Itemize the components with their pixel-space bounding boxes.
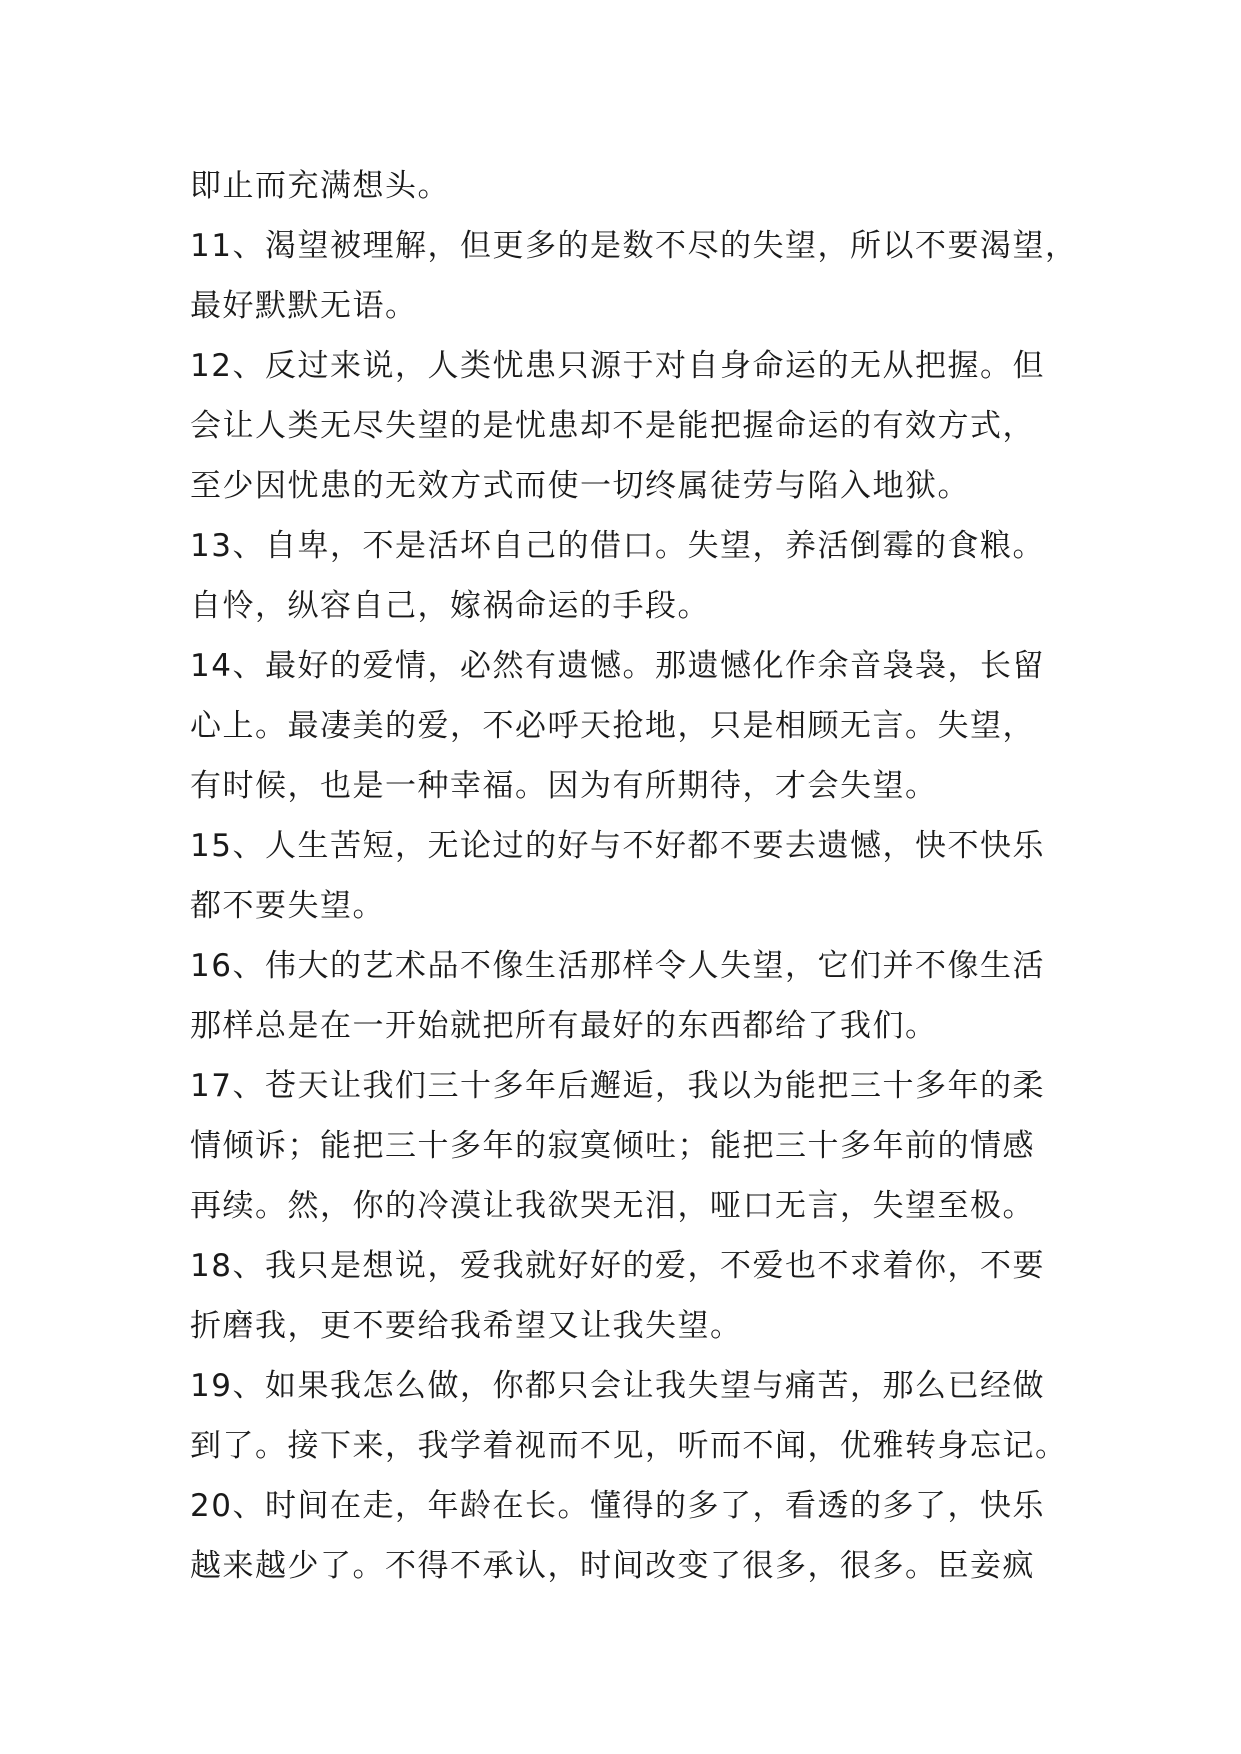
- text-line: 越来越少了。不得不承认，时间改变了很多，很多。臣妾疯: [190, 1548, 1035, 1584]
- text-line: 即止而充满想头。: [190, 168, 450, 204]
- text-line: 有时候，也是一种幸福。因为有所期待，才会失望。: [190, 768, 938, 804]
- text-line: 17、苍天让我们三十多年后邂逅，我以为能把三十多年的柔: [190, 1068, 1045, 1104]
- text-line: 20、时间在走，年龄在长。懂得的多了，看透的多了，快乐: [190, 1488, 1045, 1524]
- text-line: 折磨我，更不要给我希望又让我失望。: [190, 1308, 743, 1344]
- text-line: 都不要失望。: [190, 888, 385, 924]
- text-line: 那样总是在一开始就把所有最好的东西都给了我们。: [190, 1008, 938, 1044]
- text-line: 到了。接下来，我学着视而不见，听而不闻，优雅转身忘记。: [190, 1428, 1068, 1464]
- document-body: [190, 156, 1078, 1596]
- text-line: 11、渴望被理解，但更多的是数不尽的失望，所以不要渴望，: [190, 228, 1078, 264]
- text-line: 14、最好的爱情，必然有遗憾。那遗憾化作余音袅袅，长留: [190, 648, 1045, 684]
- text-line: 会让人类无尽失望的是忧患却不是能把握命运的有效方式，: [190, 408, 1035, 444]
- text-line: 13、自卑，不是活坏自己的借口。失望，养活倒霉的食粮。: [190, 528, 1045, 564]
- text-line: 12、反过来说，人类忧患只源于对自身命运的无从把握。但: [190, 348, 1045, 384]
- text-line: 最好默默无语。: [190, 288, 418, 324]
- text-line: 心上。最凄美的爱，不必呼天抢地，只是相顾无言。失望，: [190, 708, 1035, 744]
- text-line: 19、如果我怎么做，你都只会让我失望与痛苦，那么已经做: [190, 1368, 1045, 1404]
- text-line: 情倾诉；能把三十多年的寂寞倾吐；能把三十多年前的情感: [190, 1128, 1035, 1164]
- text-line: 18、我只是想说，爱我就好好的爱，不爱也不求着你，不要: [190, 1248, 1045, 1284]
- text-line: 自怜，纵容自己，嫁祸命运的手段。: [190, 588, 710, 624]
- text-line: 16、伟大的艺术品不像生活那样令人失望，它们并不像生活: [190, 948, 1045, 984]
- text-line: 至少因忧患的无效方式而使一切终属徒劳与陷入地狱。: [190, 468, 970, 504]
- text-line: 15、人生苦短，无论过的好与不好都不要去遗憾，快不快乐: [190, 828, 1045, 864]
- text-line: 再续。然，你的冷漠让我欲哭无泪，哑口无言，失望至极。: [190, 1188, 1035, 1224]
